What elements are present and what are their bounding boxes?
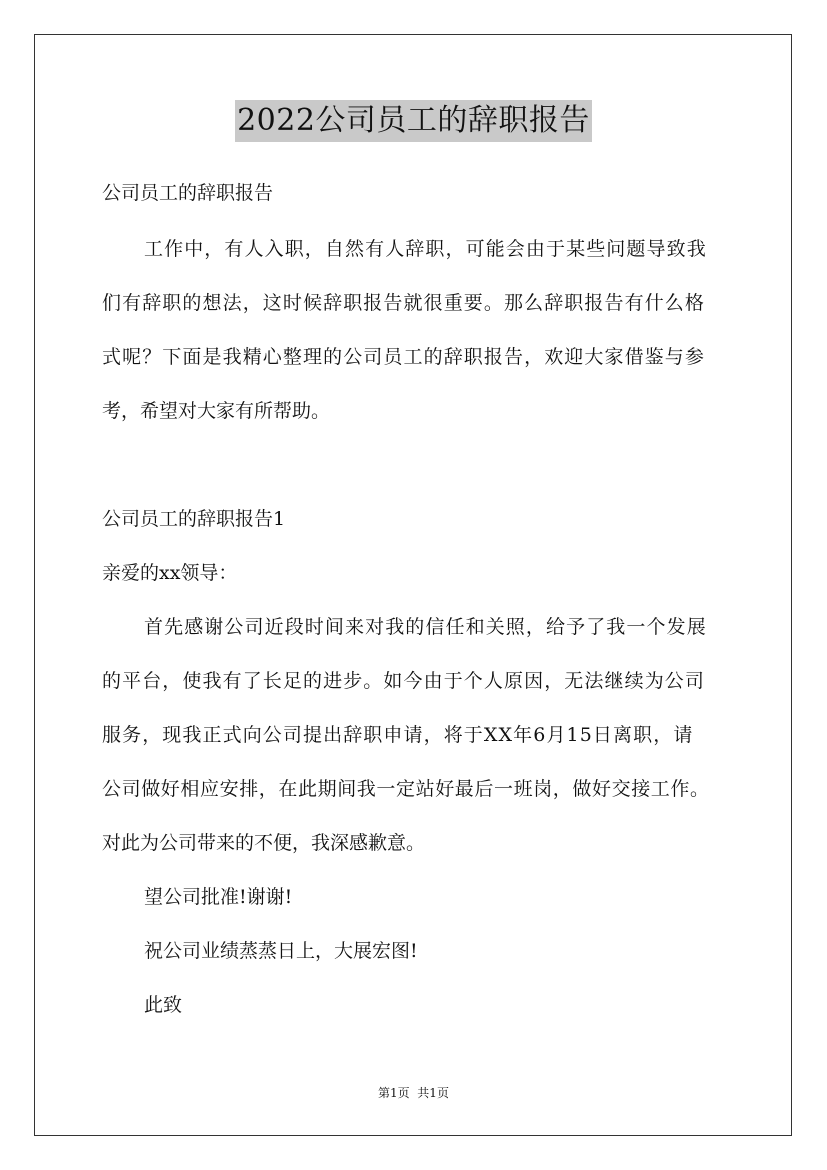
body-line: 首先感谢公司近段时间来对我的信任和关照，给予了我一个发展 bbox=[144, 616, 707, 638]
title-container bbox=[0, 100, 827, 142]
body-line: 对此为公司带来的不便，我深感歉意。 bbox=[102, 832, 426, 854]
closing-line: 望公司批准!谢谢! bbox=[144, 886, 293, 908]
closing-line: 祝公司业绩蒸蒸日上，大展宏图! bbox=[144, 940, 418, 962]
page-footer: 第1页 共1页 bbox=[378, 1086, 449, 1100]
intro-line: 式呢？下面是我精心整理的公司员工的辞职报告，欢迎大家借鉴与参 bbox=[102, 346, 706, 368]
document-subtitle: 公司员工的辞职报告 bbox=[102, 182, 274, 204]
closing-line: 此致 bbox=[144, 994, 183, 1016]
body-line: 公司做好相应安排，在此期间我一定站好最后一班岗，做好交接工作。 bbox=[102, 778, 710, 800]
intro-line: 们有辞职的想法，这时候辞职报告就很重要。那么辞职报告有什么格 bbox=[102, 292, 706, 314]
salutation: 亲爱的xx领导： bbox=[102, 562, 238, 584]
section-heading: 公司员工的辞职报告1 bbox=[102, 508, 286, 530]
intro-line: 工作中，有人入职，自然有人辞职，可能会由于某些问题导致我 bbox=[144, 238, 707, 260]
intro-line: 考，希望对大家有所帮助。 bbox=[102, 400, 331, 422]
body-line: 的平台，使我有了长足的进步。如今由于个人原因，无法继续为公司 bbox=[102, 670, 706, 692]
body-line: 服务，现我正式向公司提出辞职申请，将于XX年6月15日离职，请 bbox=[102, 724, 694, 746]
document-title: 2022公司员工的辞职报告 bbox=[235, 100, 592, 142]
